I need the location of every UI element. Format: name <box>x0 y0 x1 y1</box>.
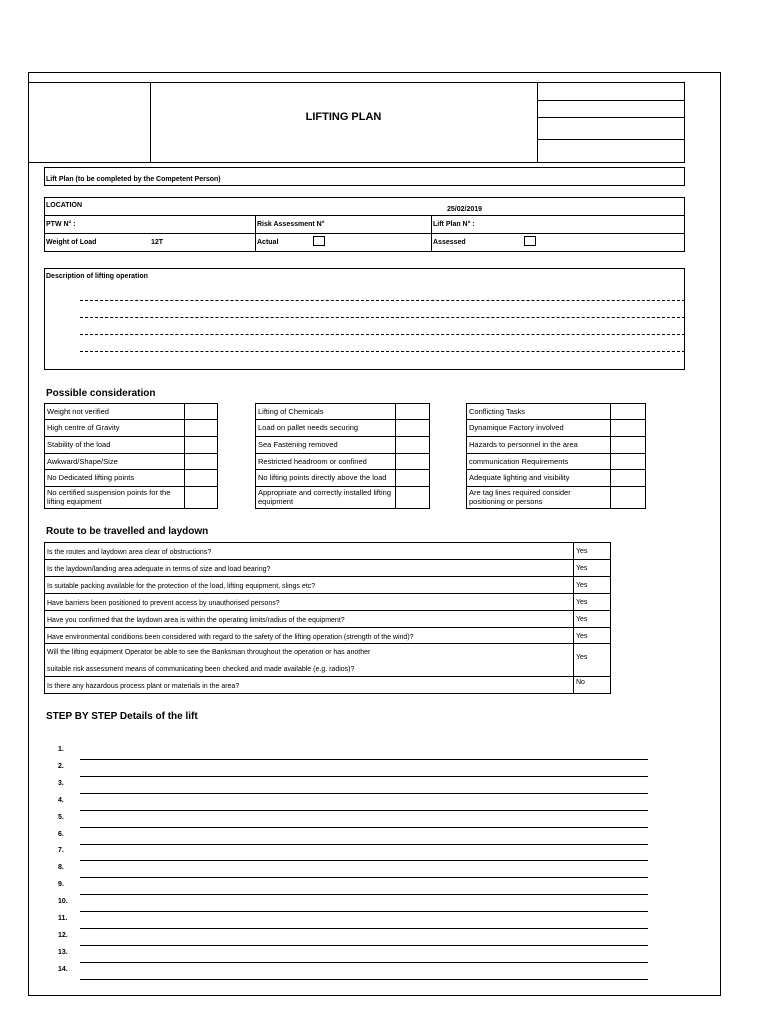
route-question-continued: suitable risk assessment means of communicating been checked and made available (e.g. radios)? <box>47 666 355 673</box>
consideration-label: Lifting of Chemicals <box>255 403 396 420</box>
consideration-label: Conflicting Tasks <box>466 403 611 420</box>
actual-checkbox[interactable] <box>313 236 325 246</box>
route-column-divider <box>573 628 574 643</box>
route-answer[interactable]: Yes <box>576 654 588 661</box>
description-box <box>44 268 685 370</box>
step-line[interactable] <box>80 894 648 895</box>
route-answer[interactable]: Yes <box>576 565 588 572</box>
step-number: 8. <box>58 864 64 872</box>
route-question: Have barriers been positioned to prevent access by unauthorised persons? <box>47 600 280 607</box>
consideration-label: communication Requirements <box>466 453 611 470</box>
actual-label: Actual <box>257 239 279 246</box>
route-answer[interactable]: Yes <box>576 548 588 555</box>
route-heading: Route to be travelled and laydown <box>46 526 209 537</box>
considerations-heading: Possible consideration <box>46 388 156 399</box>
route-row <box>44 593 611 611</box>
route-question: Will the lifting equipment Operator be able to see the Banksman throughout the operation or has another <box>47 649 371 656</box>
description-line-1[interactable] <box>80 300 685 301</box>
consideration-check-box[interactable] <box>184 486 218 509</box>
info-col-divider-2 <box>431 215 432 252</box>
page-title: LIFTING PLAN <box>305 111 382 123</box>
consideration-label: Appropriate and correctly installed lifting equipment <box>255 486 396 509</box>
assessed-label: Assessed <box>433 239 466 246</box>
consideration-label: Restricted headroom or confined <box>255 453 396 470</box>
route-question: Have you confirmed that the laydown area is within the operating limits/radius of the equipment? <box>47 617 345 624</box>
route-row <box>44 576 611 594</box>
route-answer[interactable]: Yes <box>576 582 588 589</box>
weight-label: Weight of Load <box>46 239 97 246</box>
consideration-check-box[interactable] <box>610 403 646 420</box>
header-ref-line-1 <box>537 100 685 101</box>
consideration-label: Stability of the load <box>44 436 185 454</box>
step-number: 1. <box>58 746 64 753</box>
consideration-label: Sea Fastening removed <box>255 436 396 454</box>
step-line[interactable] <box>80 860 648 861</box>
route-question: Is the routes and laydown area clear of obstructions? <box>47 549 212 556</box>
route-column-divider <box>573 611 574 627</box>
step-line[interactable] <box>80 962 648 963</box>
route-row <box>44 610 611 628</box>
info-col-divider-1 <box>255 215 256 252</box>
route-row <box>44 643 611 677</box>
consideration-check-box[interactable] <box>184 436 218 454</box>
description-line-4[interactable] <box>80 351 685 352</box>
route-row <box>44 627 611 644</box>
step-number: 11. <box>58 915 68 922</box>
step-number: 4. <box>58 796 64 804</box>
step-line[interactable] <box>80 810 648 811</box>
info-row-divider-1 <box>44 215 685 216</box>
ptw-label: PTW N° : <box>46 221 76 228</box>
route-column-divider <box>573 677 574 693</box>
consideration-check-box[interactable] <box>184 419 218 437</box>
consideration-label: Dynamique Factory involved <box>466 419 611 437</box>
step-line[interactable] <box>80 928 648 929</box>
step-number: 7. <box>58 847 64 855</box>
step-line[interactable] <box>80 793 648 794</box>
route-column-divider <box>573 594 574 610</box>
consideration-check-box[interactable] <box>610 419 646 437</box>
step-line[interactable] <box>80 844 648 845</box>
step-number: 5. <box>58 813 64 821</box>
consideration-label: No Dedicated lifting points <box>44 469 185 487</box>
header-right-divider <box>537 82 538 163</box>
consideration-label: Are tag lines required consider positioning or persons <box>466 486 611 509</box>
consideration-check-box[interactable] <box>184 453 218 470</box>
route-row <box>44 542 611 560</box>
steps-heading: STEP BY STEP Details of the lift <box>46 711 198 722</box>
step-number: 12. <box>58 931 68 939</box>
step-line[interactable] <box>80 759 648 760</box>
route-row <box>44 676 611 694</box>
route-column-divider <box>573 644 574 676</box>
assessed-checkbox[interactable] <box>524 236 536 246</box>
lift-plan-number-label: Lift Plan N° : <box>433 221 475 228</box>
step-line[interactable] <box>80 877 648 878</box>
consideration-label: Weight not verified <box>44 403 185 420</box>
route-question: Is the laydown/landing area adequate in terms of size and load bearing? <box>47 566 271 573</box>
header-ref-line-2 <box>537 117 685 118</box>
consideration-label: High centre of Gravity <box>44 419 185 437</box>
date-value: 25/02/2019 <box>447 206 483 213</box>
consideration-check-box[interactable] <box>610 486 646 509</box>
consideration-check-box[interactable] <box>395 486 430 509</box>
consideration-label: Awkward/Shape/Size <box>44 453 185 470</box>
step-number: 3. <box>58 779 64 787</box>
lift-plan-note: Lift Plan (to be completed by the Competent Person) <box>46 176 221 183</box>
weight-value: 12T <box>151 239 164 246</box>
route-question: Is there any hazardous process plant or materials in the area? <box>47 683 240 690</box>
step-number: 14. <box>58 965 68 973</box>
consideration-check-box[interactable] <box>610 436 646 454</box>
route-question: Have environmental conditions been considered with regard to the safety of the lifting operation (strength of the wind)? <box>47 634 414 641</box>
consideration-check-box[interactable] <box>395 419 430 437</box>
step-line[interactable] <box>80 911 648 912</box>
info-table <box>44 197 685 252</box>
consideration-label: No certified suspension points for the lifting equipment <box>44 486 185 509</box>
step-number: 6. <box>58 830 64 838</box>
route-row <box>44 559 611 577</box>
location-label: LOCATION <box>46 202 83 209</box>
step-number: 2. <box>58 762 64 770</box>
consideration-check-box[interactable] <box>395 453 430 470</box>
description-line-2[interactable] <box>80 317 685 318</box>
consideration-check-box[interactable] <box>610 469 646 487</box>
step-line[interactable] <box>80 979 648 980</box>
consideration-check-box[interactable] <box>184 403 218 420</box>
consideration-label: Load on pallet needs securing <box>255 419 396 437</box>
route-column-divider <box>573 543 574 559</box>
consideration-check-box[interactable] <box>395 469 430 487</box>
route-column-divider <box>573 560 574 576</box>
consideration-label: Adequate lighting and visibility <box>466 469 611 487</box>
consideration-label: No lifting points directly above the load <box>255 469 396 487</box>
route-answer[interactable]: No <box>576 679 585 686</box>
header-ref-line-3 <box>537 139 685 140</box>
route-answer[interactable]: Yes <box>576 599 588 606</box>
route-question: Is suitable packing available for the protection of the load, lifting equipment, slings etc? <box>47 583 316 590</box>
route-answer[interactable]: Yes <box>576 616 588 623</box>
consideration-check-box[interactable] <box>395 403 430 420</box>
step-number: 13. <box>58 948 68 956</box>
step-line[interactable] <box>80 776 648 777</box>
step-line[interactable] <box>80 827 648 828</box>
step-number: 9. <box>58 881 64 889</box>
consideration-check-box[interactable] <box>610 453 646 470</box>
info-row-divider-2 <box>44 233 685 234</box>
step-line[interactable] <box>80 945 648 946</box>
consideration-check-box[interactable] <box>184 469 218 487</box>
consideration-label: Hazards to personnel in the area <box>466 436 611 454</box>
description-label: Description of lifting operation <box>46 273 148 280</box>
description-line-3[interactable] <box>80 334 685 335</box>
risk-assessment-label: Risk Assessment N° <box>257 221 325 228</box>
step-number: 10. <box>58 898 68 906</box>
consideration-check-box[interactable] <box>395 436 430 454</box>
route-answer[interactable]: Yes <box>576 633 588 640</box>
route-column-divider <box>573 577 574 593</box>
